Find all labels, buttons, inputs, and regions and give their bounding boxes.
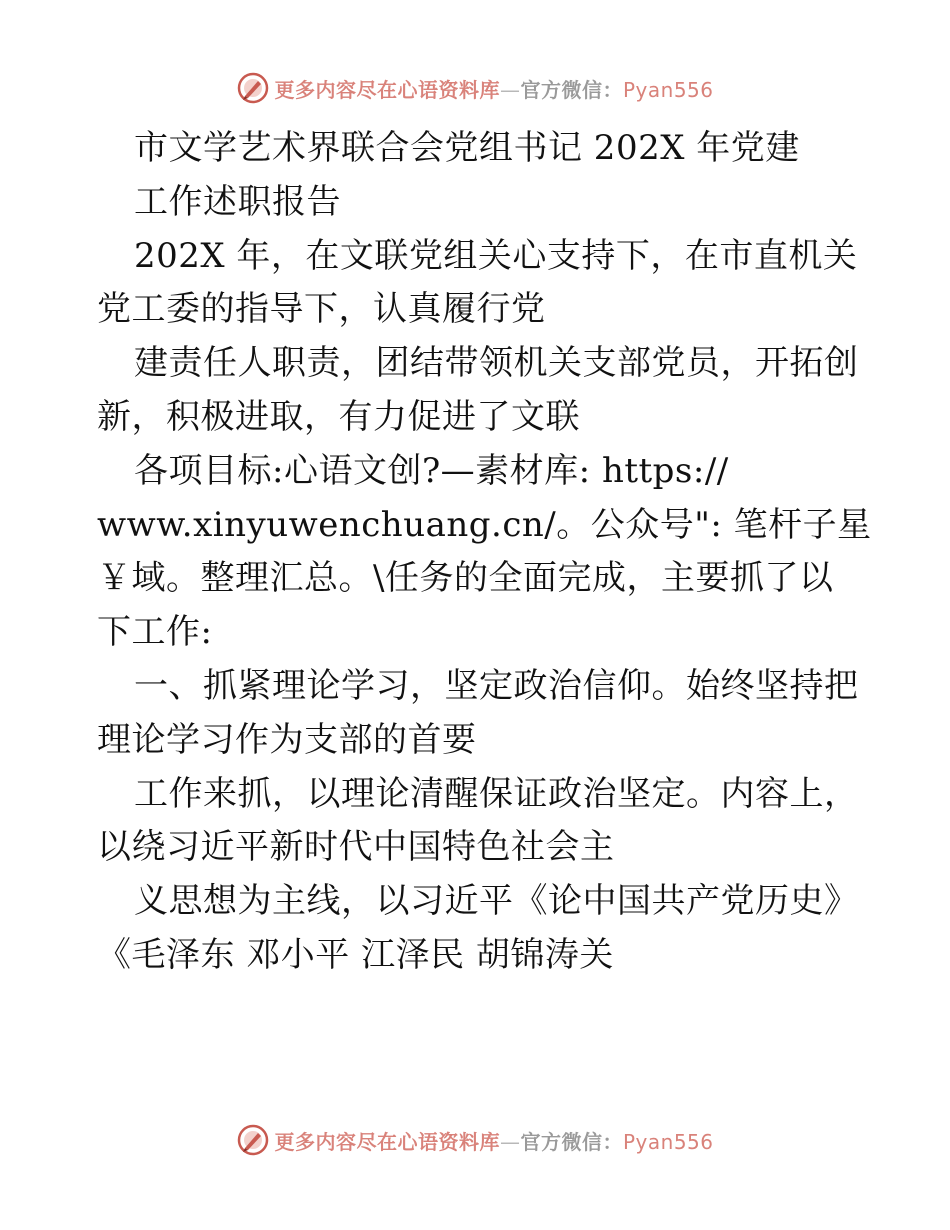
document-line: 下工作: <box>97 612 213 653</box>
watermark-sub-text: 官方微信： <box>520 1129 623 1154</box>
footer-watermark <box>0 1120 950 1160</box>
document-line: 以绕习近平新时代中国特色社会主 <box>97 827 615 868</box>
document-body <box>97 122 872 983</box>
document-line: 理论学习作为支部的首要 <box>97 719 477 760</box>
watermark-sub-text: 官方微信： <box>520 77 623 102</box>
document-line: 工作来抓，以理论清醒保证政治坚定。内容上， <box>134 773 859 814</box>
document-line: 《毛泽东 邓小平 江泽民 胡锦涛关 <box>97 934 614 975</box>
document-line: 新，积极进取，有力促进了文联 <box>97 396 580 437</box>
document-line: 党工委的指导下，认真履行党 <box>97 289 546 330</box>
pen-circle-logo-icon <box>236 1123 270 1157</box>
document-line: 202X 年，在文联党组关心支持下，在市直机关 <box>134 235 858 276</box>
watermark-main-text: 更多内容尽在心语资料库 <box>274 77 500 102</box>
pen-circle-logo-icon <box>236 71 270 105</box>
watermark-separator: — <box>499 77 521 102</box>
document-line: www.xinyuwenchuang.cn/。公众号": 笔杆子星 <box>97 504 872 545</box>
document-line: 市文学艺术界联合会党组书记 202X 年党建 <box>134 128 800 168</box>
watermark-main-text: 更多内容尽在心语资料库 <box>274 1129 500 1154</box>
watermark-wechat-id: Pyan556 <box>622 77 714 102</box>
watermark-wechat-id: Pyan556 <box>622 1129 714 1154</box>
document-line: 建责任人职责，团结带领机关支部党员，开拓创 <box>134 343 859 384</box>
document-line: ￥域。整理汇总。\任务的全面完成，主要抓了以 <box>97 558 834 599</box>
header-watermark <box>0 68 950 108</box>
document-line: 一、抓紧理论学习，坚定政治信仰。始终坚持把 <box>134 665 859 706</box>
document-line: 义思想为主线，以习近平《论中国共产党历史》 <box>134 881 859 922</box>
document-line: 工作述职报告 <box>134 181 341 222</box>
document-line: 各项目标:心语文创?—素材库: https:// <box>134 450 729 491</box>
watermark-separator: — <box>499 1129 521 1154</box>
